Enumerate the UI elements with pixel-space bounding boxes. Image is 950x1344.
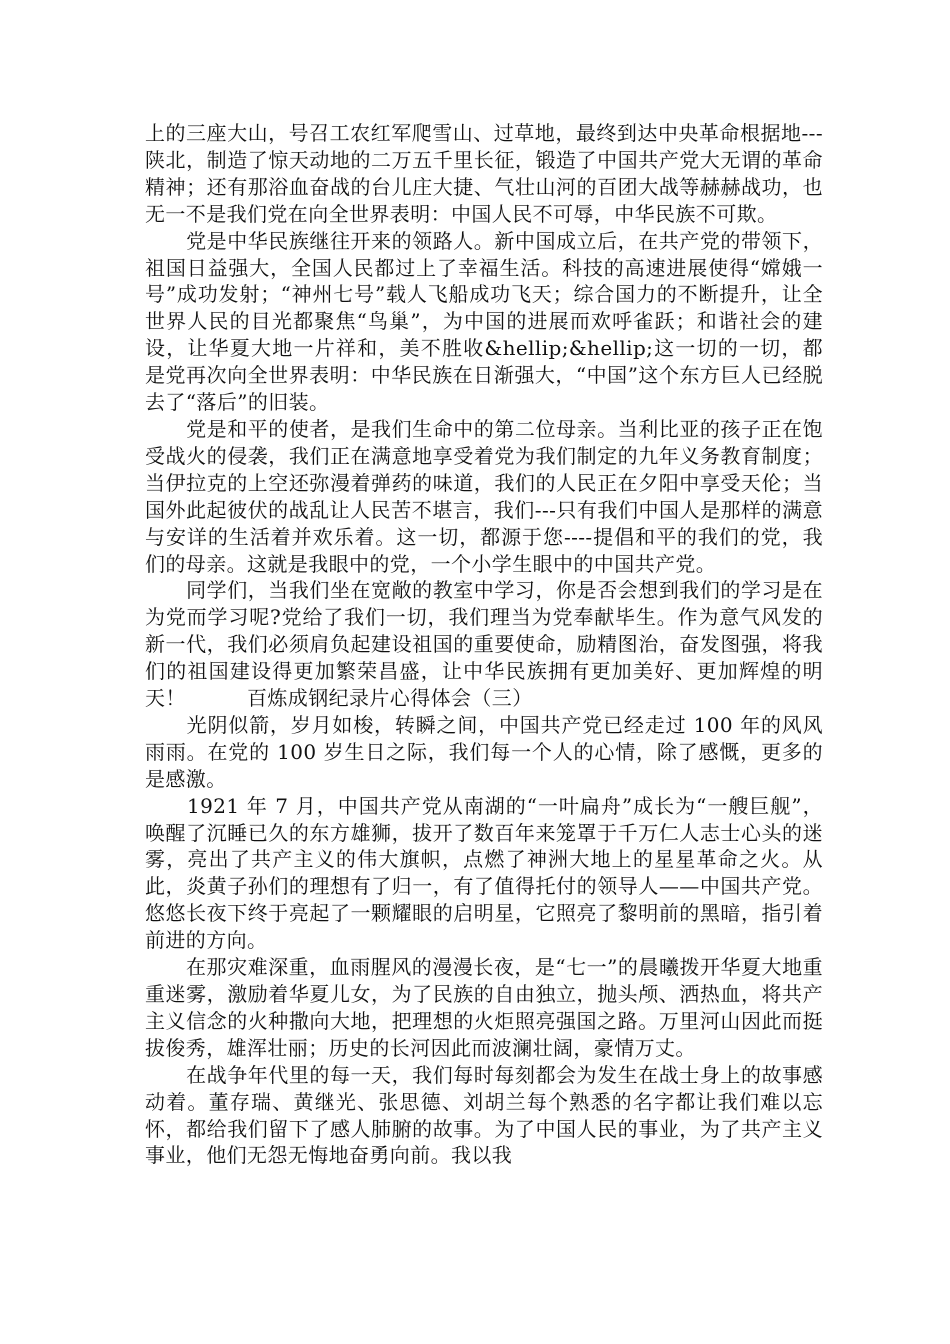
document-page: [145, 120, 823, 1169]
paragraph-1: 上的三座大山，号召工农红军爬雪山、过草地，最终到达中央革命根据地---陕北，制造了惊天动地的二万五千里长征，锻造了中国共产党大无谓的革命精神；还有那浴血奋战的台儿庄大捷、气壮山河的百团大战等赫赫战功，也无一不是我们党在向全世界表明：中国人民不可辱，中华民族不可欺。: [145, 121, 823, 226]
paragraph-5: 光阴似箭，岁月如梭，转瞬之间，中国共产党已经走过 100 年的风风雨雨。在党的 100 岁生日之际，我们每一个人的心情，除了感慨，更多的是感激。: [145, 712, 823, 791]
paragraph-6: 1921 年 7 月，中国共产党从南湖的“一叶扁舟”成长为“一艘巨舰”，唤醒了沉睡已久的东方雄狮，拔开了数百年来笼罩于千万仁人志士心头的迷雾，亮出了共产主义的伟大旗帜，点燃了神洲大地上的星星革命之火。从此，炎黄子孙们的理想有了归一，有了值得托付的领导人——中国共产党。悠悠长夜下终于亮起了一颗耀眼的启明星，它照亮了黎明前的黑暗，指引着前进的方向。: [145, 793, 823, 953]
paragraph-3: 党是和平的使者，是我们生命中的第二位母亲。当利比亚的孩子正在饱受战火的侵袭，我们正在满意地享受着党为我们制定的九年义务教育制度；当伊拉克的上空还弥漫着弹药的味道，我们的人民正在夕阳中享受天伦；当国外此起彼伏的战乱让人民苦不堪言，我们---只有我们中国人是那样的满意与安详的生活着并欢乐着。这一切，都源于您----提倡和平的我们的党，我们的母亲。这就是我眼中的党，一个小学生眼中的中国共产党。: [145, 416, 823, 576]
paragraph-4: 同学们，当我们坐在宽敞的教室中学习，你是否会想到我们的学习是在为党而学习呢?党给了我们一切，我们理当为党奉献毕生。作为意气风发的新一代，我们必须肩负起建设祖国的重要使命，励精图治，奋发图强，将我们的祖国建设得更加繁荣昌盛，让中华民族拥有更加美好、更加辉煌的明天！ 百炼成钢纪录片心得体会（三）: [145, 578, 823, 711]
paragraph-8: 在战争年代里的每一天，我们每时每刻都会为发生在战士身上的故事感动着。董存瑞、黄继光、张思德、刘胡兰每个熟悉的名字都让我们难以忘怀，都给我们留下了感人肺腑的故事。为了中国人民的事业，为了共产主义事业，他们无怨无悔地奋勇向前。我以我: [145, 1062, 823, 1168]
paragraph-7: 在那灾难深重，血雨腥风的漫漫长夜，是“七一”的晨曦拨开华夏大地重重迷雾，激励着华夏儿女，为了民族的自由独立，抛头颅、洒热血，将共产主义信念的火种撒向大地，把理想的火炬照亮强国之路。万里河山因此而挺拔俊秀，雄浑壮丽；历史的长河因此而波澜壮阔，豪情万丈。: [145, 955, 823, 1060]
paragraph-2: 党是中华民族继往开来的领路人。新中国成立后，在共产党的带领下，祖国日益强大，全国人民都过上了幸福生活。科技的高速进展使得“嫦娥一号”成功发射；“神州七号”载人飞船成功飞天；综合国力的不断提升，让全世界人民的目光都聚焦“鸟巢”，为中国的进展而欢呼雀跃；和谐社会的建设，让华夏大地一片祥和，美不胜收&hellip;&hellip;这一切的一切，都是党再次向全世界表明：中华民族在日渐强大，“中国”这个东方巨人已经脱去了“落后”的旧装。: [145, 228, 823, 415]
